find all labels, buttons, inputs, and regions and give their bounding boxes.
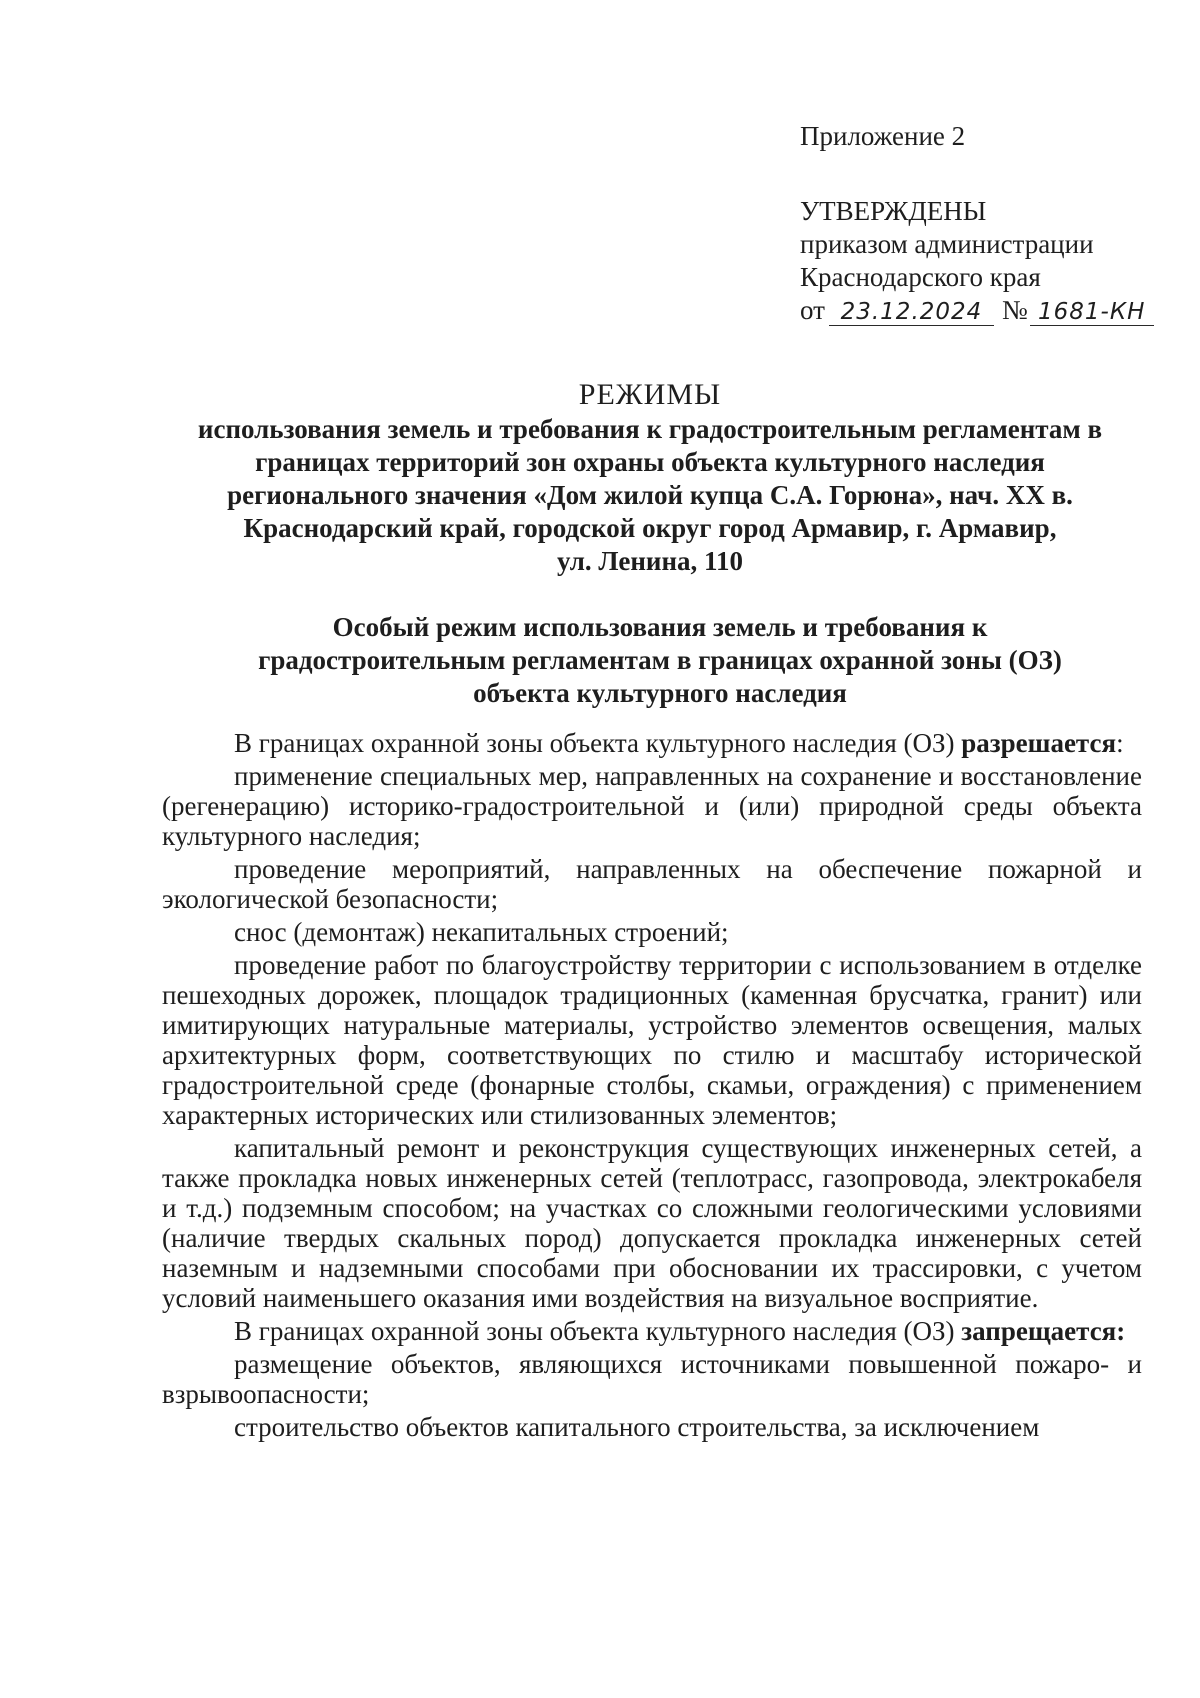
paragraph-colon: : [1116,728,1124,758]
main-title: РЕЖИМЫ [578,378,722,411]
paragraph-item: проведение работ по благоустройству территории с использованием в отделке пешеходных дорожек, площадок традиционных (каменная брусчатка, гранит) или имитирующих натуральные материалы, устройство элементов освещения, малых архитектурных форм, соответствующих по стилю и масштабу исторической градостроительной среде (фонарные столбы, скамьи, ограждения) с применением характерных исторических или стилизованных элементов; [162,950,1142,1130]
paragraph-item: размещение объектов, являющихся источниками повышенной пожаро- и взрывоопасности; [162,1349,1142,1409]
approved-label: УТВЕРЖДЕНЫ [800,196,987,226]
paragraph-text: В границах охранной зоны объекта культурного наследия (ОЗ) [234,728,962,758]
section-heading [165,611,1155,710]
title-line-2: границах территорий зон охраны объекта культурного наследия [255,447,1045,477]
bold-term-prohibited: запрещается: [961,1316,1126,1346]
paragraph-prohibited-intro [162,1316,1142,1346]
from-label: от [800,295,825,325]
approval-line-1: приказом администрации [800,229,1094,259]
title-line-1: использования земель и требования к градостроительным регламентам в [197,414,1103,444]
approval-stamp-block [800,120,1160,327]
title-line-4: Краснодарский край, городской округ город Армавир, г. Армавир, [243,513,1057,543]
section-heading-line-2: градостроительным регламентам в границах охранной зоны (ОЗ) [258,645,1062,675]
paragraph-item: снос (демонтаж) некапитальных строений; [234,917,729,947]
appendix-label: Приложение 2 [800,121,966,151]
paragraph-item: строительство объектов капитального строительства, за исключением [234,1412,1040,1442]
document-title [150,378,1150,578]
title-line-3: регионального значения «Дом жилой купца С.А. Горюна», нач. XX в. [227,480,1073,510]
paragraph-item: применение специальных мер, направленных на сохранение и восстановление (регенерацию) историко-градостроительной и (или) природной среды объекта культурного наследия; [162,761,1142,851]
document-body [162,728,1142,1445]
paragraph-text: В границах охранной зоны объекта культурного наследия (ОЗ) [234,1316,962,1346]
paragraph-allowed-intro [162,728,1142,758]
paragraph-item: капитальный ремонт и реконструкция существующих инженерных сетей, а также прокладка новых инженерных сетей (теплотрасс, газопровода, электрокабеля и т.д.) подземным способом; на участках со сложными геологическими условиями (наличие твердых скальных пород) допускается прокладка инженерных сетей наземным и надземными способами при обосновании их трассировки, с учетом условий наименьшего оказания ими воздействия на визуальное восприятие. [162,1133,1142,1313]
approval-line-2: Краснодарского края [800,262,1041,292]
paragraph-item: проведение мероприятий, направленных на обеспечение пожарной и экологической безопасности; [162,854,1142,914]
number-label: № [1001,295,1028,325]
approval-date-number-line [800,294,1160,327]
handwritten-order-number: 1681-КН [1030,299,1154,326]
handwritten-date: 23.12.2024 [829,299,994,326]
section-heading-line-3: объекта культурного наследия [473,678,847,708]
title-line-5: ул. Ленина, 110 [556,546,744,576]
bold-term-allowed: разрешается [961,728,1117,758]
section-heading-line-1: Особый режим использования земель и требования к [332,612,988,642]
